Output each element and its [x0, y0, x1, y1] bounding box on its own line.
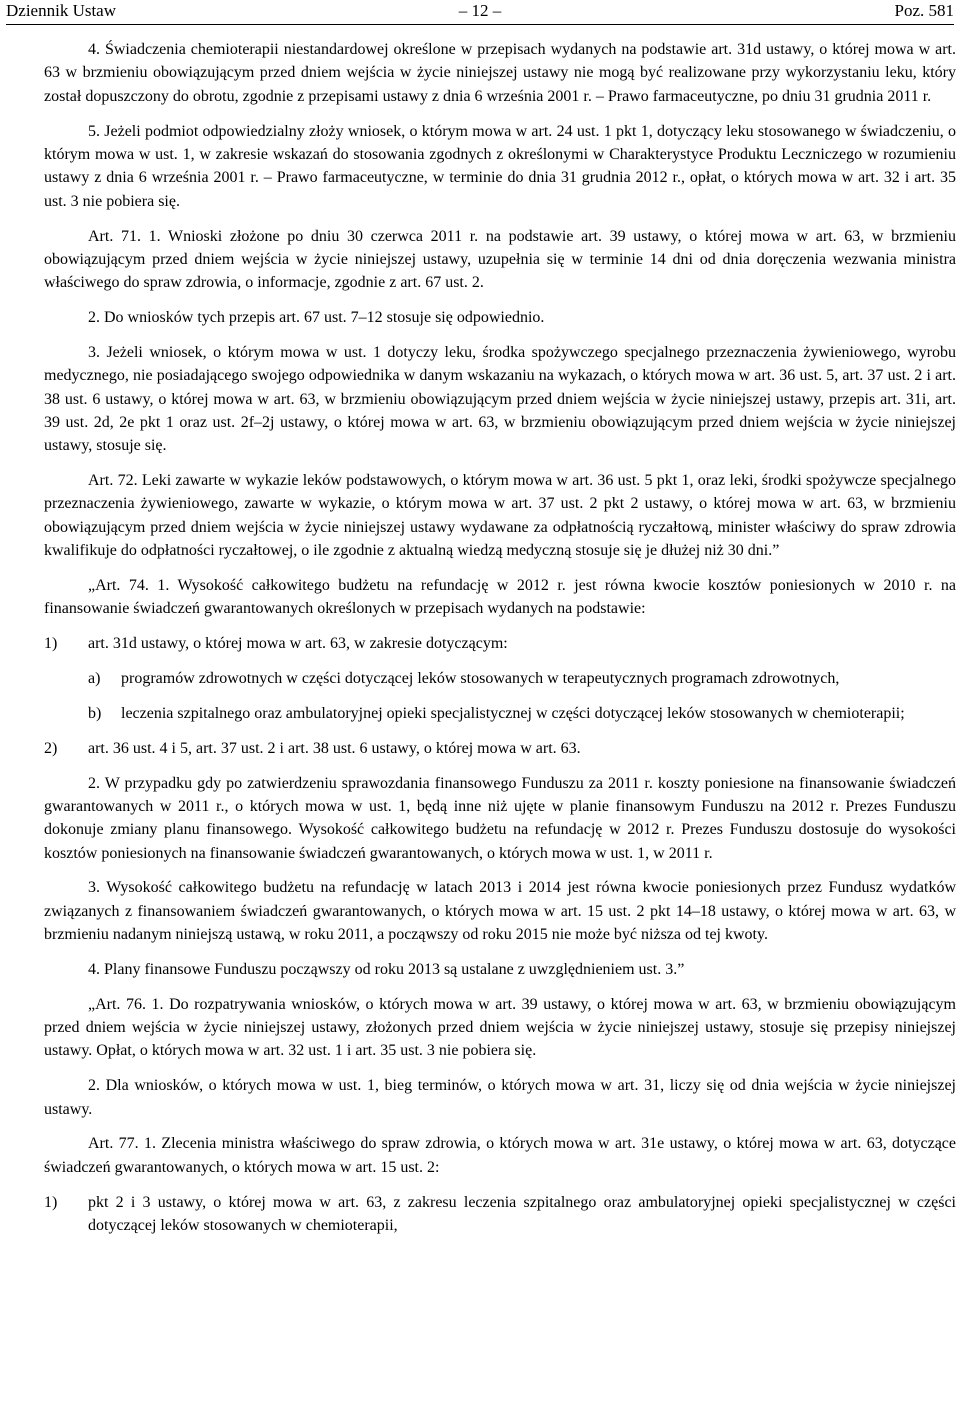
- document-body: [44, 38, 956, 1249]
- sub-list-item-letter: a): [88, 669, 101, 687]
- position-number: Poz. 581: [894, 1, 954, 20]
- paragraph-art77-ust1: Art. 77. 1. Zlecenia ministra właściwego do spraw zdrowia, o których mowa w art. 31e ustawy, o której mowa w art. 63, dotyczące świadczeń gwarantowanych, o których mowa w art. 15 ust. 2:: [44, 1135, 956, 1176]
- sub-list-item: [44, 702, 956, 725]
- sub-list-item-text: leczenia szpitalnego oraz ambulatoryjnej opieki specjalistycznej w części dotyczącej leków stosowanych w chemioterapii;: [121, 704, 905, 722]
- page-header: [6, 0, 954, 25]
- list-item-text: pkt 2 i 3 ustawy, o której mowa w art. 63, z zakresu leczenia szpitalnego oraz ambulatoryjnej opieki specjalistycznej w części dotyczącej leków stosowanych w chemioterapii,: [88, 1193, 956, 1234]
- paragraph-art70-ust4: 4. Świadczenia chemioterapii niestandardowej określone w przepisach wydanych na podstawie art. 31d ustawy, o której mowa w art. 63 w brzmieniu obowiązującym przed dniem wejścia w życie niniejszej ustawy nie mogą być realizowane przy wykorzystaniu leku, który został dopuszczony do obrotu, zgodnie z przepisami ustawy z dnia 6 września 2001 r. – Prawo farmaceutyczne, po dniu 31 grudnia 2011 r.: [44, 41, 956, 105]
- list-item: [44, 737, 956, 760]
- list-item-text: art. 31d ustawy, o której mowa w art. 63, w zakresie dotyczącym:: [88, 635, 508, 653]
- list-item: [44, 632, 956, 655]
- list-item-text: art. 36 ust. 4 i 5, art. 37 ust. 2 i art. 38 ust. 6 ustawy, o której mowa w art. 63.: [88, 739, 581, 757]
- list-item-number: 2): [44, 739, 58, 757]
- sub-list-item-letter: b): [88, 704, 102, 722]
- sub-list-item: [44, 667, 956, 690]
- paragraph-art76-ust2: 2. Dla wniosków, o których mowa w ust. 1, bieg terminów, o których mowa w art. 31, liczy się od dnia wejścia w życie niniejszej ustawy.: [44, 1077, 956, 1118]
- list-item-number: 1): [44, 635, 58, 653]
- paragraph-art76-ust1: „Art. 76. 1. Do rozpatrywania wniosków, o których mowa w art. 39 ustawy, o której mowa w art. 63, w brzmieniu obowiązującym przed dniem wejścia w życie niniejszej ustawy, złożonych przed dniem wejścia w życie niniejszej ustawy, stosuje się przepisy niniejszej ustawy. Opłat, o których mowa w art. 32 ust. 1 i art. 35 ust. 3 nie pobiera się.: [44, 995, 956, 1060]
- paragraph-art74-ust1: „Art. 74. 1. Wysokość całkowitego budżetu na refundację w 2012 r. jest równa kwocie kosztów poniesionych w 2010 r. na finansowanie świadczeń gwarantowanych określonych w przepisach wydanych na podstawie:: [44, 576, 956, 618]
- journal-title: Dziennik Ustaw: [6, 1, 117, 20]
- list-item-number: 1): [44, 1193, 58, 1211]
- paragraph-art71-ust2: 2. Do wniosków tych przepis art. 67 ust. 7–12 stosuje się odpowiednio.: [88, 309, 545, 327]
- paragraph-art72: Art. 72. Leki zawarte w wykazie leków podstawowych, o którym mowa w art. 36 ust. 5 pkt 1, oraz leki, środki spożywcze specjalnego przeznaczenia żywieniowego, zawarte w wykazie, o którym mowa w art. 37 ust. 2 pkt 2 ustawy, o której mowa w art. 63, w brzmieniu obowiązującym przed dniem wejścia w życie niniejszej ustawy wydawane za odpłatnością ryczałtową, minister właściwy do spraw zdrowia kwalifikuje do odpłatności ryczałtowej, o ile zgodnie z aktualną wiedzą medyczną stosuje się je dłużej niż 30 dni.”: [44, 472, 956, 560]
- paragraph-art74-ust4: 4. Plany finansowe Funduszu począwszy od roku 2013 są ustalane z uwzględnieniem ust. 3.”: [88, 960, 685, 978]
- paragraph-art74-ust3: 3. Wysokość całkowitego budżetu na refundację w latach 2013 i 2014 jest równa kwocie poniesionych przez Fundusz wydatków związanych z finansowaniem świadczeń gwarantowanych, o których mowa w art. 15 ust. 2 pkt 14–18 ustawy, o której mowa w art. 63, w brzmieniu nadanym niniejszą ustawą, w roku 2011, a począwszy od roku 2015 nie może być niższa od tej kwoty.: [44, 879, 956, 944]
- paragraph-art71-ust1: Art. 71. 1. Wnioski złożone po dniu 30 czerwca 2011 r. na podstawie art. 39 ustawy, o której mowa w art. 63, w brzmieniu obowiązującym przed dniem wejścia w życie niniejszej ustawy, uzupełnia się w terminie 14 dni od dnia doręczenia wezwania ministra właściwego do spraw zdrowia, o informacje, zgodnie z art. 67 ust. 2.: [44, 227, 956, 292]
- list-item: [44, 1191, 956, 1238]
- paragraph-art74-ust2: 2. W przypadku gdy po zatwierdzeniu sprawozdania finansowego Funduszu za 2011 r. koszty poniesione na finansowanie świadczeń gwarantowanych w 2011 r., o których mowa w ust. 1, będą inne niż ujęte w planie finansowym Funduszu na 2012 r. Prezes Funduszu dokonuje zmiany planu finansowego. Wysokość całkowitego budżetu na refundację w 2012 r. Prezes Funduszu dostosuje do wysokości kosztów poniesionych na finansowanie świadczeń gwarantowanych, o których mowa w ust. 1, w 2011 r.: [44, 774, 956, 862]
- sub-list-item-text: programów zdrowotnych w części dotyczącej leków stosowanych w terapeutycznych programach zdrowotnych,: [121, 669, 840, 687]
- page-number: – 12 –: [458, 1, 502, 20]
- paragraph-art70-ust5: 5. Jeżeli podmiot odpowiedzialny złoży wniosek, o którym mowa w art. 24 ust. 1 pkt 1, dotyczący leku stosowanego w świadczeniu, o którym mowa w ust. 1, w zakresie wskazań do stosowania zgodnych z określonymi w Charakterystyce Produktu Leczniczego w rozumieniu ustawy z dnia 6 września 2001 r. – Prawo farmaceutyczne, w terminie do dnia 31 grudnia 2012 r., opłat, o których mowa w art. 32 i art. 35 ust. 3 nie pobiera się.: [44, 122, 956, 210]
- paragraph-art71-ust3: 3. Jeżeli wniosek, o którym mowa w ust. 1 dotyczy leku, środka spożywczego specjalnego przeznaczenia żywieniowego, wyrobu medycznego, nie posiadającego swojego odpowiednika w danym wskazaniu na wykazach, o których mowa w art. 36 ust. 5, art. 37 ust. 2 i art. 38 ust. 6 ustawy, o której mowa w art. 63, w brzmieniu obowiązującym przed dniem wejścia w życie niniejszej ustawy, przepis art. 31i, art. 39 ust. 2d, 2e pkt 1 oraz ust. 2f–2j ustawy, o której mowa w art. 63, w brzmieniu obowiązującym przed dniem wejścia w życie niniejszej ustawy, stosuje się.: [44, 344, 956, 455]
